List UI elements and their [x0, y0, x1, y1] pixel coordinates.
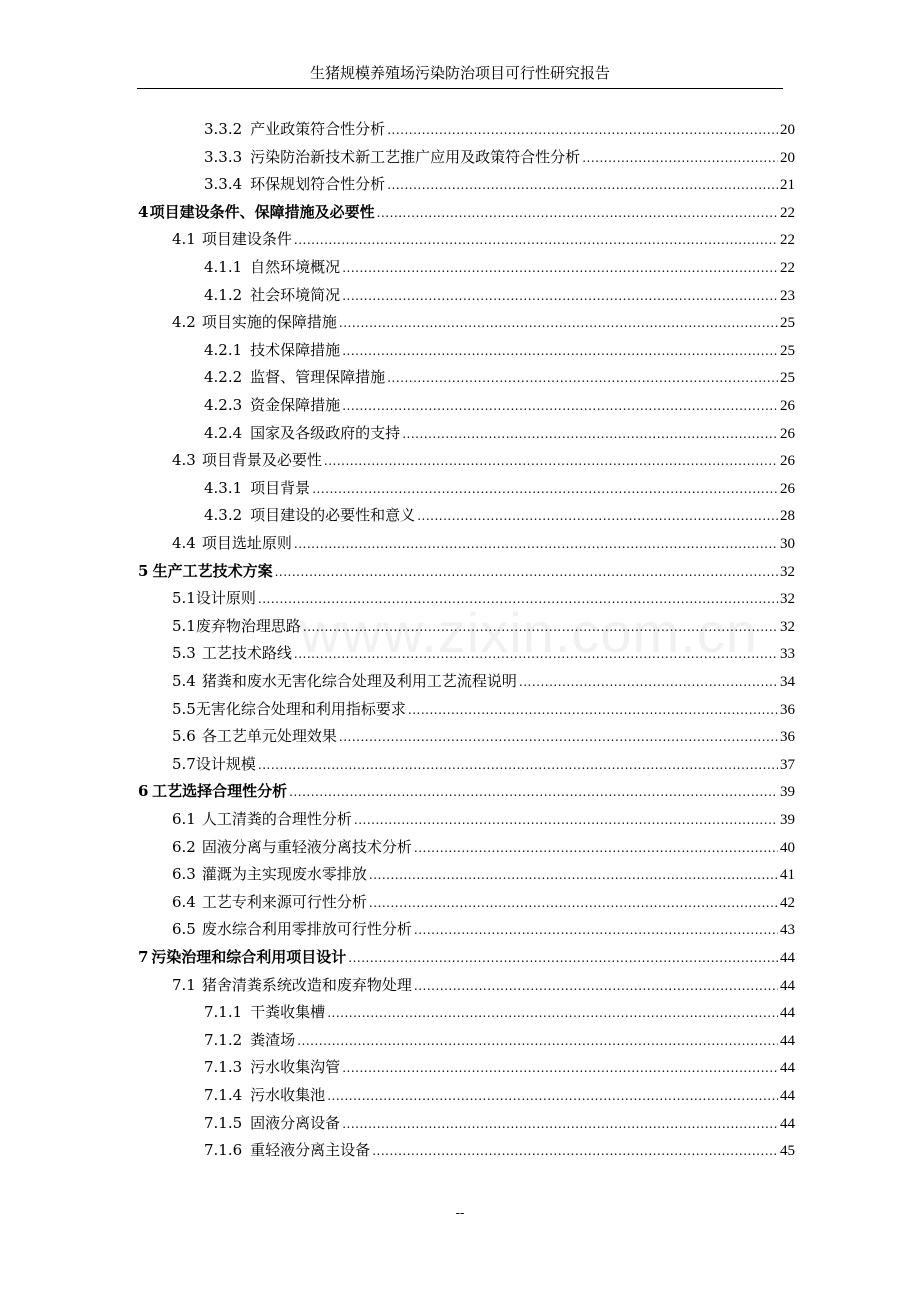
toc-leader-dots — [348, 946, 778, 970]
toc-entry[interactable] — [172, 669, 795, 693]
toc-entry-page: 44 — [780, 1060, 795, 1077]
watermark: www.zixin.com.cn — [300, 601, 758, 664]
toc-entry-page: 44 — [780, 950, 795, 966]
toc-entry-title: 社会环境简况 — [250, 285, 341, 304]
toc-entry-title: 技术保障措施 — [250, 340, 341, 359]
toc-entry[interactable] — [204, 1028, 795, 1052]
toc-entry[interactable] — [172, 614, 795, 638]
toc-entry-number: 7 — [138, 948, 149, 966]
toc-entry-number: 6.3 — [172, 865, 196, 884]
toc-entry-number: 4.2.4 — [204, 423, 243, 442]
toc-entry-page: 26 — [780, 480, 795, 497]
toc-entry-number: 4.1.1 — [204, 258, 243, 276]
toc-entry-title: 项目实施的保障措施 — [201, 313, 337, 332]
toc-entry-page: 22 — [780, 260, 795, 276]
toc-entry-title: 猪舍清粪系统改造和废弃物处理 — [201, 975, 412, 994]
toc-entry[interactable] — [172, 890, 795, 914]
toc-entry-title: 项目选址原则 — [201, 534, 292, 552]
toc-leader-dots — [519, 670, 778, 694]
toc-entry-number: 3.3.3 — [204, 147, 243, 166]
toc-leader-dots — [342, 284, 778, 308]
toc-entry[interactable] — [204, 393, 795, 417]
toc-entry-title: 项目建设的必要性和意义 — [250, 506, 416, 525]
toc-entry-number: 4.1 — [172, 230, 196, 249]
toc-entry[interactable] — [172, 835, 795, 859]
toc-entry-title: 固液分离设备 — [250, 1113, 341, 1132]
toc-entry-number: 4.2.3 — [204, 396, 243, 414]
toc-leader-dots — [414, 836, 778, 860]
toc-leader-dots — [258, 753, 778, 777]
toc-entry-number: 4 — [138, 202, 149, 221]
toc-entry[interactable] — [172, 973, 795, 997]
toc-entry-number: 7.1.1 — [204, 1003, 243, 1022]
toc-leader-dots — [297, 1029, 778, 1053]
toc-entry-number: 4.3 — [172, 451, 196, 470]
toc-entry-page: 22 — [780, 204, 795, 221]
toc-entry-number: 3.3.4 — [204, 175, 243, 194]
toc-entry-page: 28 — [780, 508, 795, 525]
toc-entry-title: 废弃物治理思路 — [195, 616, 301, 635]
toc-entry[interactable] — [172, 862, 795, 886]
toc-entry-title: 监督、管理保障措施 — [250, 368, 386, 387]
toc-entry-page: 44 — [780, 1032, 795, 1049]
toc-entry-title: 国家及各级政府的支持 — [250, 423, 401, 442]
toc-entry-title: 工艺专利来源可行性分析 — [201, 892, 367, 911]
toc-entry-page: 36 — [780, 729, 795, 746]
toc-entry-title: 固液分离与重轻液分离技术分析 — [201, 837, 412, 856]
toc-leader-dots — [414, 974, 778, 998]
toc-entry[interactable] — [204, 1111, 795, 1135]
toc-entry-page: 26 — [780, 398, 795, 414]
toc-entry[interactable] — [172, 641, 795, 665]
toc-entry[interactable] — [172, 697, 795, 721]
toc-entry-page: 34 — [780, 674, 795, 690]
toc-entry[interactable] — [172, 807, 795, 831]
toc-entry-title: 粪渣场 — [250, 1030, 296, 1049]
toc-entry[interactable] — [204, 172, 795, 196]
toc-entry-page: 26 — [780, 425, 795, 442]
toc-leader-dots — [387, 366, 778, 390]
toc-entry[interactable] — [204, 503, 795, 527]
toc-entry[interactable] — [172, 227, 795, 251]
toc-entry-title: 生产工艺技术方案 — [152, 561, 273, 580]
toc-entry-number: 5.6 — [172, 727, 196, 746]
toc-entry[interactable] — [204, 145, 795, 169]
toc-entry-number: 7.1.4 — [204, 1086, 243, 1104]
document-title: 生猪规模养殖场污染防治项目可行性研究报告 — [309, 64, 610, 82]
toc-entry-page: 44 — [780, 977, 795, 994]
toc-entry[interactable] — [138, 559, 795, 583]
toc-entry-number: 6 — [138, 782, 149, 801]
toc-entry-page: 32 — [780, 563, 795, 580]
toc-entry-number: 7.1.3 — [204, 1058, 243, 1077]
toc-entry-page: 25 — [780, 315, 795, 332]
toc-leader-dots — [369, 891, 778, 915]
toc-entry-title: 污水收集池 — [250, 1086, 326, 1104]
toc-entry[interactable] — [172, 531, 795, 555]
toc-entry-number: 4.2.1 — [204, 340, 243, 359]
toc-entry-number: 4.1.2 — [204, 285, 243, 304]
toc-entry[interactable] — [204, 1138, 795, 1162]
toc-entry[interactable] — [138, 779, 795, 803]
toc-entry[interactable] — [172, 448, 795, 472]
toc-entry[interactable] — [172, 310, 795, 334]
toc-entry-page: 25 — [780, 342, 795, 359]
page-number-marker: -- — [455, 1206, 465, 1221]
toc-leader-dots — [275, 560, 778, 584]
toc-entry[interactable] — [138, 200, 795, 224]
toc-entry-title: 产业政策符合性分析 — [250, 120, 386, 138]
toc-entry-title: 灌溉为主实现废水零排放 — [201, 865, 367, 884]
toc-leader-dots — [342, 339, 778, 363]
toc-entry[interactable] — [204, 365, 795, 389]
toc-entry-page: 32 — [780, 591, 795, 608]
toc-entry-title: 无害化综合处理和利用指标要求 — [195, 699, 406, 718]
toc-leader-dots — [369, 863, 778, 887]
toc-entry-title: 猪粪和废水无害化综合处理及利用工艺流程说明 — [201, 672, 517, 690]
toc-entry-number: 4.2 — [172, 313, 196, 332]
toc-entry-number: 5.5 — [172, 699, 196, 718]
toc-entry-page: 40 — [780, 839, 795, 856]
toc-entry-number: 5 — [138, 561, 149, 580]
toc-entry-page: 26 — [780, 453, 795, 470]
toc-entry-title: 环保规划符合性分析 — [250, 175, 386, 194]
toc-entry[interactable] — [172, 917, 795, 941]
toc-leader-dots — [414, 918, 778, 942]
toc-leader-dots — [258, 587, 778, 611]
toc-entry-page: 30 — [780, 536, 795, 552]
toc-entry-title: 自然环境概况 — [250, 258, 341, 276]
toc-entry-number: 6.1 — [172, 810, 196, 828]
toc-entry-number: 6.5 — [172, 920, 196, 939]
toc-entry-title: 干粪收集槽 — [250, 1003, 326, 1022]
toc-leader-dots — [294, 642, 778, 666]
toc-entry-page: 44 — [780, 1005, 795, 1022]
toc-entry-page: 42 — [780, 894, 795, 911]
toc-entry-page: 44 — [780, 1115, 795, 1132]
toc-leader-dots — [582, 146, 778, 170]
toc-entry-title: 人工清粪的合理性分析 — [201, 810, 352, 828]
toc-entry-page: 32 — [780, 618, 795, 635]
toc-leader-dots — [303, 615, 778, 639]
toc-leader-dots — [294, 532, 778, 556]
toc-entry[interactable] — [204, 338, 795, 362]
toc-leader-dots — [417, 504, 778, 528]
toc-leader-dots — [402, 422, 778, 446]
toc-leader-dots — [387, 173, 778, 197]
toc-entry-title: 项目建设条件 — [201, 230, 292, 249]
toc-entry[interactable] — [204, 283, 795, 307]
toc-leader-dots — [327, 1001, 778, 1025]
toc-entry-number: 7.1 — [172, 975, 196, 994]
toc-leader-dots — [342, 256, 778, 280]
toc-entry-number: 4.4 — [172, 534, 196, 552]
toc-entry-title: 设计原则 — [195, 589, 256, 608]
toc-entry-title: 设计规模 — [195, 754, 256, 773]
toc-leader-dots — [387, 118, 778, 142]
toc-entry-number: 6.4 — [172, 892, 196, 911]
toc-entry-title: 污染治理和综合利用项目设计 — [151, 948, 347, 966]
toc-entry-page: 23 — [780, 287, 795, 304]
toc-entry-number: 7.1.5 — [204, 1113, 243, 1132]
toc-entry-number: 5.3 — [172, 644, 196, 663]
toc-entry[interactable] — [204, 476, 795, 500]
toc-entry-title: 重轻液分离主设备 — [250, 1141, 371, 1160]
toc-entry-title: 资金保障措施 — [250, 396, 341, 414]
toc-entry-number: 7.1.2 — [204, 1030, 243, 1049]
toc-leader-dots — [327, 1084, 778, 1108]
toc-leader-dots — [342, 1056, 778, 1080]
toc-entry-number: 4.2.2 — [204, 368, 243, 387]
toc-leader-dots — [342, 394, 778, 418]
toc-entry-page: 36 — [780, 701, 795, 718]
toc-entry-page: 21 — [780, 177, 795, 194]
toc-entry-page: 33 — [780, 646, 795, 663]
toc-entry-number: 5.4 — [172, 672, 196, 690]
toc-leader-dots — [339, 311, 778, 335]
toc-entry-page: 39 — [780, 812, 795, 828]
toc-entry-title: 污水收集沟管 — [250, 1058, 341, 1077]
toc-entry-number: 7.1.6 — [204, 1141, 243, 1160]
toc-entry[interactable] — [172, 586, 795, 610]
toc-entry-number: 5.1 — [172, 589, 196, 608]
toc-entry-page: 39 — [780, 784, 795, 801]
toc-entry[interactable] — [204, 1000, 795, 1024]
toc-entry-number: 3.3.2 — [204, 120, 243, 138]
toc-entry-title: 工艺选择合理性分析 — [152, 782, 288, 801]
toc-entry[interactable] — [204, 117, 795, 141]
toc-entry-number: 4.3.1 — [204, 478, 243, 497]
toc-leader-dots — [354, 808, 778, 832]
toc-entry-title: 污染防治新技术新工艺推广应用及政策符合性分析 — [250, 147, 581, 166]
toc-entry[interactable] — [172, 724, 795, 748]
toc-entry-title: 项目建设条件、保障措施及必要性 — [149, 202, 375, 221]
toc-entry-title: 项目背景及必要性 — [201, 451, 322, 470]
toc-entry-page: 44 — [780, 1088, 795, 1104]
toc-leader-dots — [294, 228, 778, 252]
page-header — [137, 62, 783, 89]
toc-leader-dots — [289, 780, 778, 804]
toc-leader-dots — [372, 1139, 778, 1163]
toc-entry-page: 25 — [780, 370, 795, 387]
toc-entry[interactable] — [138, 945, 795, 969]
toc-leader-dots — [377, 201, 778, 225]
toc-entry-page: 22 — [780, 232, 795, 249]
page-footer — [0, 1206, 920, 1221]
toc-entry[interactable] — [172, 752, 795, 776]
toc-entry-page: 20 — [780, 122, 795, 138]
toc-entry-number: 5.1 — [172, 616, 196, 635]
toc-entry-number: 5.7 — [172, 754, 196, 773]
toc-entry-title: 各工艺单元处理效果 — [201, 727, 337, 746]
toc-entry[interactable] — [204, 421, 795, 445]
toc-entry-page: 41 — [780, 867, 795, 884]
toc-leader-dots — [342, 1112, 778, 1136]
toc-entry[interactable] — [204, 255, 795, 279]
toc-entry-title: 项目背景 — [250, 478, 311, 497]
toc-entry-title: 工艺技术路线 — [201, 644, 292, 663]
toc-entry-page: 45 — [780, 1143, 795, 1160]
toc-leader-dots — [312, 477, 778, 501]
toc-entry-title: 废水综合利用零排放可行性分析 — [201, 920, 412, 939]
toc-entry-number: 4.3.2 — [204, 506, 243, 525]
toc-entry-page: 37 — [780, 756, 795, 773]
toc-leader-dots — [324, 449, 778, 473]
toc-leader-dots — [408, 698, 778, 722]
toc-entry-number: 6.2 — [172, 837, 196, 856]
toc-entry[interactable] — [204, 1055, 795, 1079]
toc-entry[interactable] — [204, 1083, 795, 1107]
toc-entry-page: 20 — [780, 149, 795, 166]
toc-leader-dots — [339, 725, 778, 749]
toc-entry-page: 43 — [780, 922, 795, 939]
